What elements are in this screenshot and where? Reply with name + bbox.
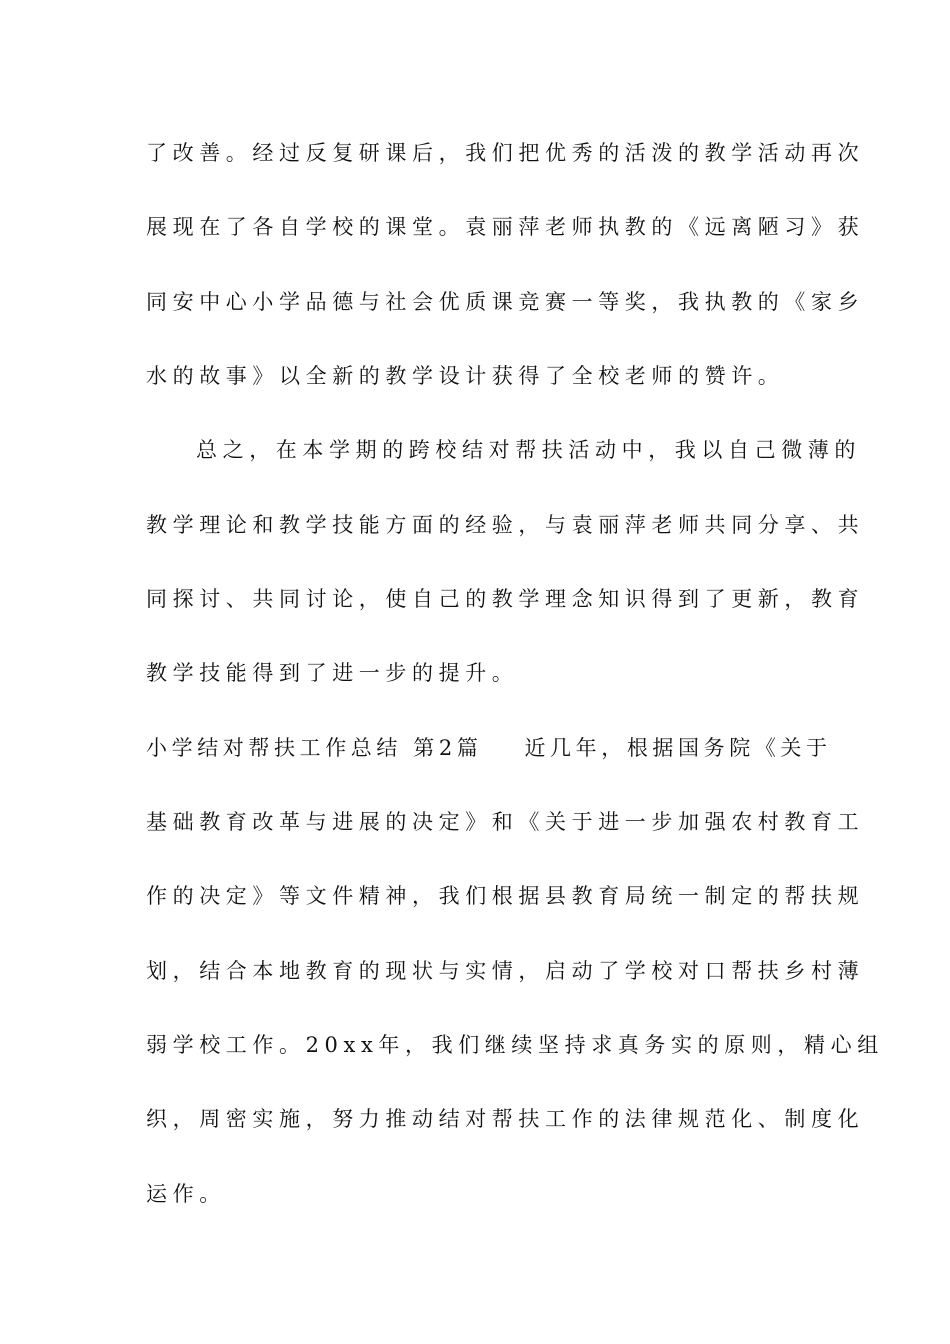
paragraph-1-line-2: 展现在了各自学校的课堂。袁丽萍老师执教的《远离陋习》获 [146,215,865,239]
paragraph-1-line-4: 水的故事》以全新的教学设计获得了全校老师的赞许。 [146,364,785,388]
paragraph-2-line-4: 教学技能得到了进一步的提升。 [146,661,519,685]
section-2-line-2: 基础教育改革与进展的决定》和《关于进一步加强农村教育工 [146,810,865,834]
paragraph-2-line-1: 总之，在本学期的跨校结对帮扶活动中，我以自己微薄的 [196,438,861,462]
section-2-heading: 小学结对帮扶工作总结 第2篇 [146,736,483,760]
section-2-first-line-text: 近几年，根据国务院《关于 [524,736,832,760]
section-2-line-3: 作的决定》等文件精神，我们根据县教育局统一制定的帮扶规 [146,884,865,908]
paragraph-1-line-3: 同安中心小学品德与社会优质课竞赛一等奖，我执教的《家乡 [146,290,865,314]
section-2-line-5: 弱学校工作。20xx年，我们继续坚持求真务实的原则，精心组 [146,1033,884,1057]
section-2-line-6: 织，周密实施，努力推动结对帮扶工作的法律规范化、制度化 [146,1107,865,1131]
paragraph-1-line-1: 了改善。经过反复研课后，我们把优秀的活泼的教学活动再次 [146,141,865,165]
section-2-line-7: 运作。 [146,1182,226,1206]
section-2-line-4: 划，结合本地教育的现状与实情，启动了学校对口帮扶乡村薄 [146,959,865,983]
paragraph-2-line-2: 教学理论和教学技能方面的经验，与袁丽萍老师共同分享、共 [146,513,865,537]
paragraph-2-line-3: 同探讨、共同讨论，使自己的教学理念知识得到了更新，教育 [146,587,865,611]
section-2-first-line [146,735,832,761]
